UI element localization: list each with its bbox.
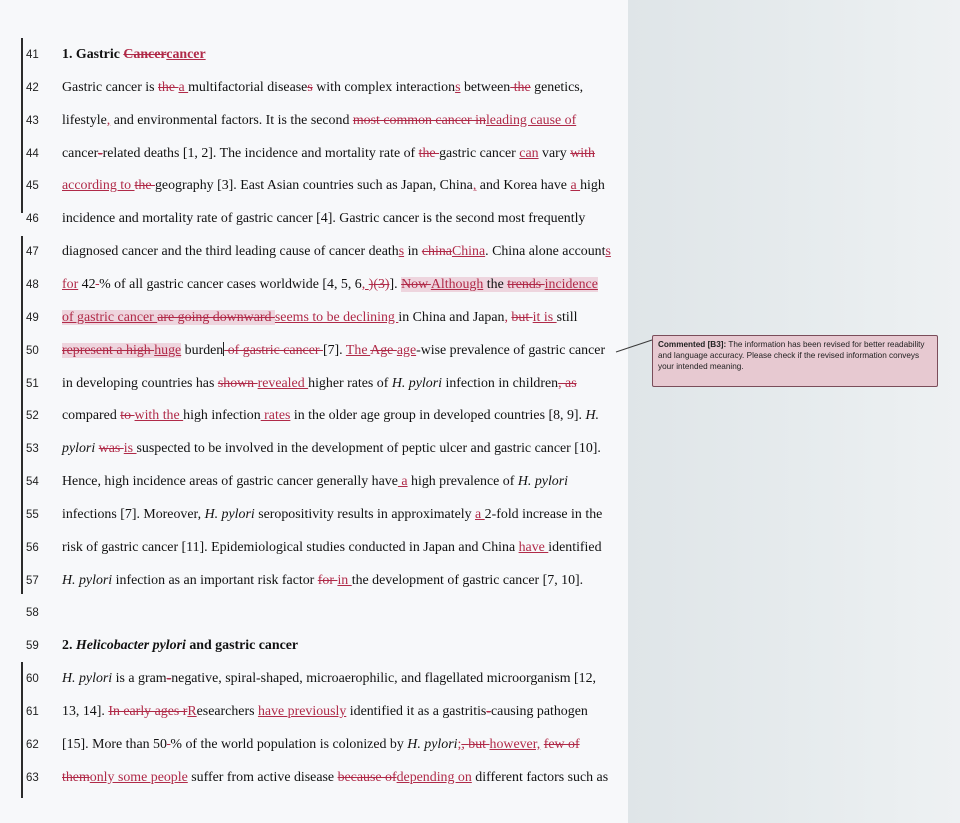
tracked-deletion: trends bbox=[507, 276, 545, 292]
tracked-insertion: huge bbox=[154, 342, 182, 358]
text-run: negative, spiral-shaped, microaerophilic, and flagellated microorganism [12, bbox=[171, 671, 597, 687]
line-number: 49 bbox=[26, 311, 39, 324]
tracked-insertion: depending on bbox=[396, 769, 472, 785]
text-run: esearchers bbox=[196, 704, 258, 719]
text-run: H. bbox=[585, 408, 600, 424]
tracked-deletion: the bbox=[158, 79, 179, 95]
text-run: 1. Gastric bbox=[62, 47, 124, 62]
tracked-deletion: of gastric cancer bbox=[224, 342, 323, 358]
tracked-deletion: china bbox=[421, 244, 452, 260]
tracked-insertion: s bbox=[398, 244, 405, 260]
text-run: in bbox=[404, 244, 422, 260]
tracked-deletion: are going downward bbox=[157, 309, 275, 325]
text-run: . China alone account bbox=[485, 244, 606, 260]
tracked-deletion: for bbox=[317, 572, 338, 588]
text-run: identified bbox=[548, 539, 602, 555]
text-run: in China and Japan bbox=[398, 309, 505, 325]
tracked-insertion: , bbox=[106, 112, 111, 128]
text-run: [7]. bbox=[322, 342, 346, 358]
text-run: higher rates of bbox=[308, 375, 392, 391]
tracked-insertion: of gastric cancer bbox=[62, 309, 158, 325]
text-run: [15]. More than 50 bbox=[62, 736, 167, 752]
tracked-deletion: them bbox=[62, 769, 90, 785]
comment-balloon[interactable] bbox=[652, 335, 938, 387]
tracked-insertion: , bbox=[504, 309, 508, 325]
text-run: H. pylori bbox=[62, 572, 113, 588]
tracked-insertion: can bbox=[519, 145, 539, 161]
text-run: H. pylori bbox=[62, 671, 113, 687]
tracked-insertion: seems to be declining bbox=[274, 309, 399, 325]
text-run: vary bbox=[538, 145, 571, 161]
tracked-insertion: a bbox=[475, 506, 485, 522]
comment-text: The information has been revised for better readability and language accuracy. Please check if the revised information conveys your intended meaning. bbox=[658, 340, 925, 371]
line-number: 56 bbox=[26, 541, 39, 554]
tracked-deletion: the bbox=[134, 178, 155, 194]
line-number: 42 bbox=[26, 81, 39, 94]
line-number: 41 bbox=[26, 49, 39, 61]
text-run: -wise prevalence of gastric cancer bbox=[416, 342, 606, 358]
text-run: H. pylori bbox=[391, 375, 442, 391]
tracked-deletion: Now bbox=[401, 276, 431, 292]
tracked-insertion: for bbox=[62, 276, 79, 292]
line-number: 60 bbox=[26, 673, 39, 686]
text-run: Gastric cancer is bbox=[62, 79, 159, 95]
text-run: 42 bbox=[78, 276, 96, 292]
text-run: diagnosed cancer and the third leading cause of cancer death bbox=[62, 244, 399, 260]
text-run: H. pylori bbox=[204, 506, 255, 522]
text-run: in the older age group in developed countries [8, 9]. bbox=[290, 408, 586, 424]
text-run: 2. bbox=[62, 638, 76, 654]
tracked-deletion: , as bbox=[558, 375, 577, 391]
text-run: geography [3]. East Asian countries such as Japan, China bbox=[154, 178, 473, 194]
tracked-insertion: according to bbox=[62, 178, 135, 194]
text-run: H. pylori bbox=[407, 736, 458, 752]
tracked-insertion: R bbox=[187, 704, 197, 719]
line-number: 51 bbox=[26, 377, 39, 390]
tracked-insertion: , bbox=[361, 276, 369, 292]
text-run: causing pathogen bbox=[490, 704, 588, 719]
tracked-deletion: , bbox=[461, 736, 469, 752]
text-run: high infection bbox=[183, 408, 261, 424]
text-run: high prevalence of bbox=[407, 474, 518, 490]
tracked-deletion: ) bbox=[368, 276, 374, 292]
text-run: suspected to be involved in the development of peptic ulcer and gastric cancer [10]. bbox=[136, 441, 601, 457]
tracked-insertion: , bbox=[472, 178, 477, 194]
line-number: 44 bbox=[26, 147, 39, 160]
tracked-insertion: s bbox=[605, 244, 611, 260]
comment-label: Commented [B3]: bbox=[658, 340, 727, 349]
tracked-deletion: - bbox=[486, 704, 491, 719]
tracked-deletion: (3) bbox=[373, 276, 390, 292]
tracked-deletion: the bbox=[418, 145, 440, 161]
tracked-insertion: with the bbox=[134, 408, 184, 424]
text-run: and environmental factors. It is the second bbox=[110, 112, 353, 128]
tracked-insertion: ; bbox=[457, 736, 462, 752]
text-run: gastric cancer bbox=[439, 145, 520, 161]
tracked-deletion: s bbox=[307, 79, 313, 95]
text-run: the development of gastric cancer [7, 10]. bbox=[351, 572, 584, 588]
tracked-insertion: a bbox=[178, 79, 189, 95]
tracked-insertion: only some people bbox=[89, 769, 188, 785]
line-number: 52 bbox=[26, 410, 39, 423]
tracked-insertion: it is bbox=[532, 309, 557, 325]
tracked-insertion: China bbox=[451, 244, 486, 260]
tracked-insertion: Although bbox=[430, 276, 484, 292]
line-number: 55 bbox=[26, 508, 39, 521]
line-number: 59 bbox=[26, 640, 39, 653]
text-run: compared bbox=[62, 408, 121, 424]
tracked-deletion: because of bbox=[337, 769, 397, 785]
line-number: 58 bbox=[26, 607, 39, 620]
tracked-deletion: In early ages r bbox=[108, 704, 188, 719]
text-run: seropositivity results in approximately bbox=[254, 506, 476, 522]
tracked-deletion: - bbox=[166, 671, 172, 687]
tracked-insertion: have previously bbox=[257, 704, 347, 719]
text-run: multifactorial disease bbox=[188, 79, 308, 95]
text-run: identified it as a gastritis bbox=[346, 704, 487, 719]
line-number: 43 bbox=[26, 114, 39, 127]
line-number: 47 bbox=[26, 246, 39, 259]
text-run: the bbox=[483, 276, 508, 292]
line-number: 61 bbox=[26, 706, 39, 718]
text-run: incidence and mortality rate of gastric cancer [4]. Gastric cancer is the second most frequently bbox=[62, 211, 586, 227]
tracked-deletion: but bbox=[468, 736, 490, 752]
line-number: 45 bbox=[26, 180, 39, 193]
tracked-insertion: a bbox=[397, 474, 408, 490]
text-run: infections [7]. Moreover, bbox=[62, 506, 205, 522]
line-number: 57 bbox=[26, 574, 39, 587]
tracked-deletion: the bbox=[510, 79, 531, 95]
line-number: 63 bbox=[26, 771, 39, 784]
text-run: pylori bbox=[62, 441, 96, 457]
text-run: infection in children bbox=[442, 375, 559, 391]
text-run: high bbox=[580, 178, 605, 194]
text-run: and Korea have bbox=[476, 178, 571, 194]
text-run: different factors such as bbox=[471, 769, 609, 785]
text-run: burden bbox=[181, 342, 224, 358]
line-number: 62 bbox=[26, 738, 39, 751]
text-run: suffer from active disease bbox=[187, 769, 338, 785]
text-run: risk of gastric cancer [11]. Epidemiological studies conducted in Japan and China bbox=[62, 539, 519, 555]
text-run: is a gram bbox=[112, 671, 167, 687]
tracked-deletion: shown bbox=[217, 375, 258, 391]
text-run: 13, 14]. bbox=[62, 704, 109, 719]
tracked-insertion: leading cause of bbox=[485, 112, 577, 128]
tracked-deletion: represent a high bbox=[62, 342, 155, 358]
text-run: genetics, bbox=[530, 79, 584, 95]
line-number: 46 bbox=[26, 213, 39, 226]
tracked-deletion: - bbox=[97, 145, 103, 161]
text-run: with complex interaction bbox=[312, 79, 456, 95]
tracked-insertion: have bbox=[518, 539, 549, 555]
text-run: % of all gastric cancer cases worldwide [4, 5, 6 bbox=[99, 276, 362, 292]
tracked-insertion: revealed bbox=[257, 375, 309, 391]
tracked-deletion: with bbox=[570, 145, 595, 161]
tracked-insertion: rates bbox=[260, 408, 291, 424]
tracked-insertion: cancer bbox=[166, 47, 206, 62]
tracked-deletion: was bbox=[98, 441, 124, 457]
tracked-deletion: to bbox=[120, 408, 135, 424]
tracked-insertion: incidence bbox=[544, 276, 598, 292]
text-run: ]. bbox=[389, 276, 402, 292]
text-run: related deaths [1, 2]. The incidence and mortality rate of bbox=[102, 145, 419, 161]
text-run: and gastric cancer bbox=[185, 638, 299, 654]
line-number: 53 bbox=[26, 443, 39, 456]
tracked-deletion: but bbox=[511, 309, 533, 325]
text-run: Hence, high incidence areas of gastric cancer generally have bbox=[62, 474, 398, 490]
tracked-insertion: age bbox=[396, 342, 417, 358]
text-run: cancer bbox=[62, 145, 98, 161]
text-run: between bbox=[460, 79, 511, 95]
text-run: still bbox=[556, 309, 578, 325]
text-run: H. pylori bbox=[517, 474, 569, 490]
tracked-insertion: a bbox=[570, 178, 581, 194]
text-run: % of the world population is colonized by bbox=[170, 736, 408, 752]
line-number: 48 bbox=[26, 278, 39, 291]
text-run: Helicobacter pylori bbox=[75, 638, 186, 654]
tracked-insertion: in bbox=[337, 572, 352, 588]
tracked-deletion: Age bbox=[370, 342, 397, 358]
tracked-insertion: The bbox=[345, 342, 371, 358]
tracked-deletion: Cancer bbox=[123, 47, 167, 62]
text-run: lifestyle bbox=[62, 112, 107, 128]
text-run: infection as an important risk factor bbox=[112, 572, 318, 588]
tracked-insertion: however, bbox=[489, 736, 541, 752]
line-number: 54 bbox=[26, 476, 39, 489]
line-number: 50 bbox=[26, 344, 39, 357]
text-run: in developing countries has bbox=[62, 375, 218, 391]
tracked-insertion: s bbox=[455, 79, 461, 95]
tracked-deletion: most common cancer in bbox=[352, 112, 486, 128]
tracked-insertion: is bbox=[123, 441, 137, 457]
text-run: 2-fold increase in the bbox=[484, 506, 603, 522]
tracked-deletion: few of bbox=[543, 736, 580, 752]
